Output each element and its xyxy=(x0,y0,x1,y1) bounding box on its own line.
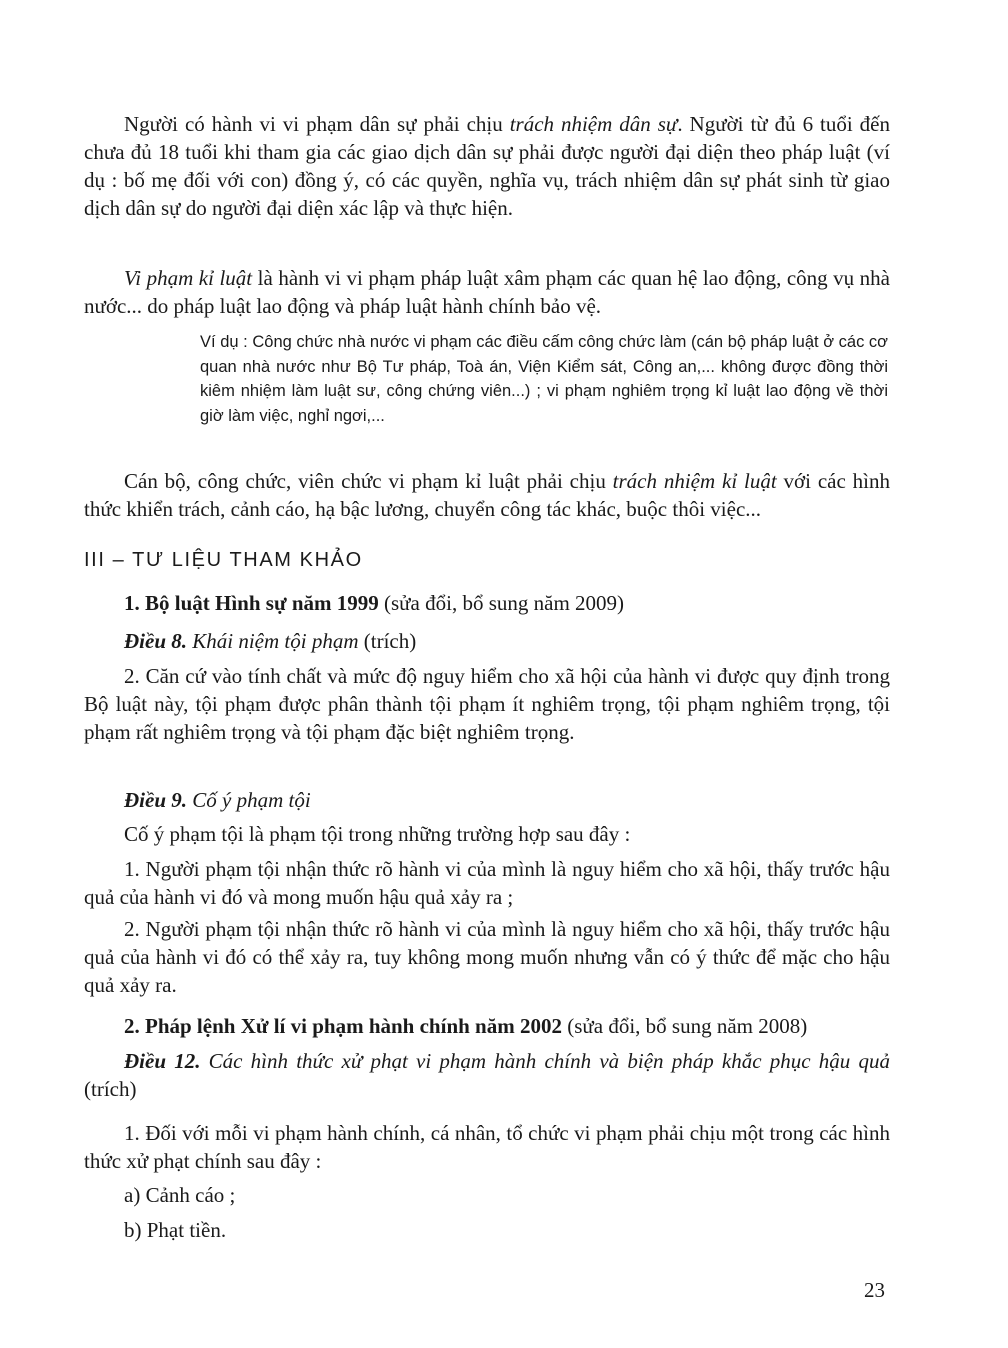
article-8-title: Khái niệm tội phạm xyxy=(187,629,359,653)
article-8-note: (trích) xyxy=(358,629,417,653)
paragraph-disciplinary-violation xyxy=(84,264,890,320)
article-12-heading xyxy=(84,1047,890,1103)
section-heading: III – TƯ LIỆU THAM KHẢO xyxy=(84,549,363,571)
article-8-heading xyxy=(84,627,890,655)
doc1-title-bold: 1. Bộ luật Hình sự năm 1999 xyxy=(124,591,379,615)
text-segment: là hành vi vi phạm pháp luật xâm phạm các quan hệ lao động, công vụ nhà nước... do pháp luật lao động và pháp luật hành chính bảo vệ. xyxy=(84,266,891,318)
term-civil-liability: trách nhiệm dân sự xyxy=(509,112,678,136)
doc1-title-rest: (sửa đổi, bổ sung năm 2009) xyxy=(378,591,625,615)
text-segment: Người có hành vi vi phạm dân sự phải chịu xyxy=(124,112,510,136)
article-9-heading xyxy=(84,786,890,814)
article-8-text: 2. Căn cứ vào tính chất và mức độ nguy hiểm cho xã hội của hành vi được quy định trong Bộ luật này, tội phạm được phân thành tội phạm ít nghiêm trọng, tội phạm nghiêm trọng, tội phạm rất nghiêm trọng và tội phạm đặc biệt nghiêm trọng. xyxy=(84,664,890,744)
term-disciplinary-liability: trách nhiệm kỉ luật xyxy=(612,469,777,493)
article-12-title: Các hình thức xử phạt vi phạm hành chính và biện pháp khắc phục hậu quả xyxy=(200,1049,890,1073)
doc2-title xyxy=(84,1012,890,1040)
list-item-b: b) Phạt tiền. xyxy=(124,1218,227,1242)
article-9-label: Điều 9. xyxy=(124,788,187,812)
page-number: 23 xyxy=(864,1278,885,1302)
article-12-label: Điều 12. xyxy=(124,1049,201,1073)
term-disciplinary-violation: Vi phạm kỉ luật xyxy=(124,266,253,290)
text-segment: . Người từ đủ 6 tuổi đến chưa đủ 18 tuổi khi tham gia các giao dịch dân sự phải được người đại diện theo pháp luật (ví dụ : bố mẹ đối với con) đồng ý, có các quyền, nghĩa vụ, trách nhiệm dân sự phát sinh từ giao dịch dân sự do người đại diện xác lập và thực hiện. xyxy=(84,112,890,220)
article-9-title: Cố ý phạm tội xyxy=(187,788,311,812)
article-12-text: 1. Đối với mỗi vi phạm hành chính, cá nhân, tổ chức vi phạm phải chịu một trong các hình thức xử phạt chính sau đây : xyxy=(84,1121,890,1173)
paragraph-disciplinary-liability xyxy=(84,467,890,523)
text-segment: với các hình thức khiển trách, cảnh cáo, hạ bậc lương, chuyển công tác khác, buộc thôi việc... xyxy=(84,469,890,521)
example-note: Ví dụ : Công chức nhà nước vi phạm các điều cấm công chức làm (cán bộ pháp luật ở các cơ quan nhà nước như Bộ Tư pháp, Toà án, Viện Kiểm sát, Công an,... không được đồng thời kiêm nhiệm làm luật sư, công chứng viên...) ; vi phạm nghiêm trọng kỉ luật lao động về thời giờ làm việc, nghỉ ngơi,... xyxy=(200,333,888,425)
text-segment: Cán bộ, công chức, viên chức vi phạm kỉ luật phải chịu xyxy=(124,469,613,493)
list-item-a: a) Cảnh cáo ; xyxy=(124,1183,236,1207)
doc2-title-rest: (sửa đổi, bổ sung năm 2008) xyxy=(561,1014,808,1038)
article-9-item-2: 2. Người phạm tội nhận thức rõ hành vi của mình là nguy hiểm cho xã hội, thấy trước hậu quả của hành vi đó có thể xảy ra, tuy không mong muốn nhưng vẫn có ý thức để mặc cho hậu quả xảy ra. xyxy=(84,917,890,997)
article-8-label: Điều 8. xyxy=(124,629,187,653)
article-12-note: (trích) xyxy=(84,1077,137,1101)
article-9-item-1: 1. Người phạm tội nhận thức rõ hành vi của mình là nguy hiểm cho xã hội, thấy trước hậu quả của hành vi đó và mong muốn hậu quả xảy ra ; xyxy=(84,857,890,909)
doc1-title xyxy=(84,589,890,617)
article-9-intro: Cố ý phạm tội là phạm tội trong những trường hợp sau đây : xyxy=(124,822,631,846)
paragraph-civil-liability xyxy=(84,110,890,222)
doc2-title-bold: 2. Pháp lệnh Xử lí vi phạm hành chính năm 2002 xyxy=(124,1014,562,1038)
